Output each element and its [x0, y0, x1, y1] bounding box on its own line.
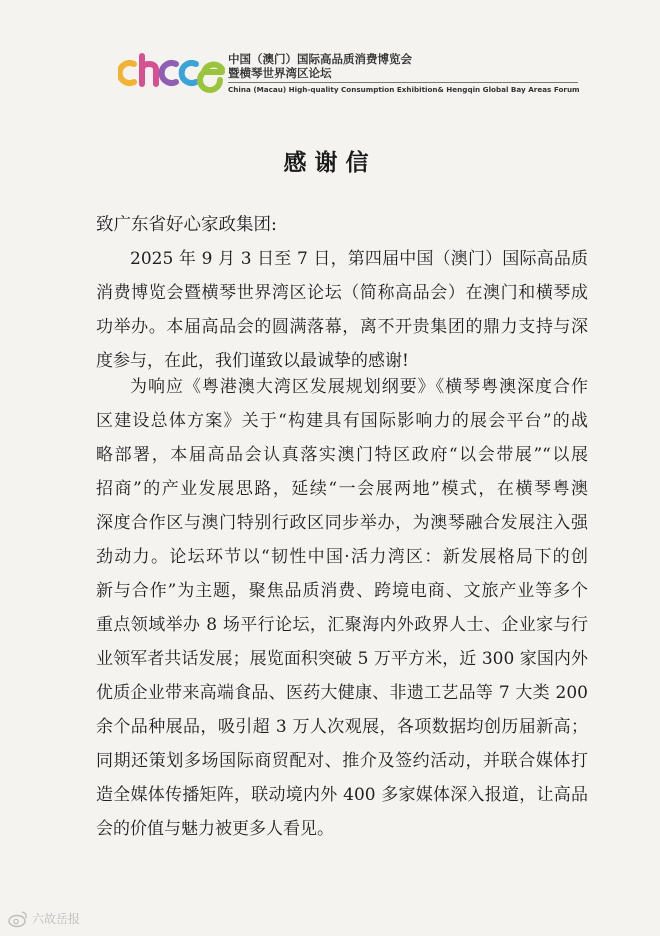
letterhead-title-cn-line1: 中国（澳门）国际高品质消费博览会 [228, 52, 412, 66]
paragraph-2-line: 优质企业带来高端食品、医药大健康、非遗工艺品等 7 大类 200 [96, 683, 588, 703]
paragraph-2-line: 会的价值与魅力被更多人看见。 [96, 819, 334, 839]
paragraph-2-line: 略部署，本届高品会认真落实澳门特区政府“以会带展”“以展 [96, 445, 588, 465]
paragraph-2-line: 余个品种展品，吸引超 3 万人次观展，各项数据均创历届新高； [96, 717, 588, 737]
paragraph-2-line: 为响应《粤港澳大湾区发展规划纲要》《横琴粤澳深度合作 [130, 377, 588, 397]
salutation: 致广东省好心家政集团: [96, 215, 277, 235]
paragraph-2-line: 重点领域举办 8 场平行论坛，汇聚海内外政界人士、企业家与行 [96, 615, 588, 635]
paragraph-2-line: 区建设总体方案》关于“构建具有国际影响力的展会平台”的战 [96, 411, 588, 431]
paragraph-1-line: 度参与，在此，我们谨致以最诚挚的感谢! [96, 351, 409, 371]
paragraph-1-line: 2025 年 9 月 3 日至 7 日，第四届中国（澳门）国际高品质 [130, 249, 588, 269]
letterhead-title-cn-line2: 暨横琴世界湾区论坛 [228, 66, 332, 80]
letter-title: 感谢信 [283, 150, 377, 176]
letterhead-divider [228, 82, 578, 83]
paragraph-1 [96, 242, 588, 378]
paragraph-2-line: 业领军者共话发展；展览面积突破 5 万平方米，近 300 家国内外 [96, 649, 588, 669]
weibo-icon [8, 910, 28, 928]
watermark [8, 908, 108, 930]
paragraph-1-line: 功举办。本届高品会的圆满落幕，离不开贵集团的鼎力支持与深 [96, 317, 588, 337]
letterhead-title-en: China (Macau) High-quality Consumption Exhibition& Hengqin Global Bay Areas Forum [228, 85, 580, 94]
paragraph-2-line: 新与合作”为主题，聚焦品质消费、跨境电商、文旅产业等多个 [96, 581, 588, 601]
paragraph-2-line: 深度合作区与澳门特别行政区同步举办，为澳琴融合发展注入强 [96, 513, 588, 533]
paragraph-2-line: 造全媒体传播矩阵，联动境内外 400 多家媒体深入报道，让高品 [96, 785, 588, 805]
paragraph-2-line: 劲动力。论坛环节以“韧性中国·活力湾区：新发展格局下的创 [96, 547, 588, 567]
paragraph-2 [96, 370, 588, 846]
watermark-text: 六故岳报 [32, 912, 81, 926]
paragraph-2-line: 招商”的产业发展思路，延续“一会展两地”模式，在横琴粤澳 [96, 479, 588, 499]
paragraph-2-line: 同期还策划多场国际商贸配对、推介及签约活动，并联合媒体打 [96, 751, 588, 771]
letterhead [118, 48, 578, 98]
paragraph-1-line: 消费博览会暨横琴世界湾区论坛（简称高品会）在澳门和横琴成 [96, 283, 588, 303]
chcce-logo [118, 50, 226, 94]
letterhead-text [228, 52, 578, 95]
